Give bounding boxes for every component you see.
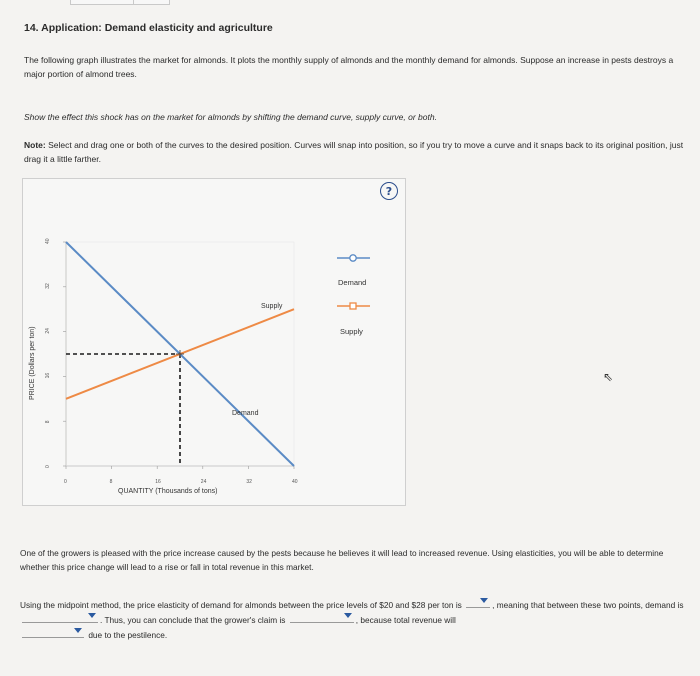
question-part4: , because total revenue will [355, 615, 456, 625]
instruction-text: Show the effect this shock has on the market for almonds by shifting the demand curve, supply curve, or both. [24, 112, 437, 122]
y-tick-label: 16 [45, 372, 51, 379]
demand-type-dropdown[interactable] [22, 612, 98, 623]
y-tick-label: 0 [45, 465, 51, 468]
revenue-change-dropdown[interactable] [22, 627, 84, 638]
y-tick-label: 40 [45, 238, 51, 244]
claim-validity-dropdown[interactable] [290, 612, 354, 623]
dropdown-arrow-icon [74, 628, 82, 633]
y-tick-label: 8 [45, 420, 51, 424]
note-label: Note: [24, 140, 46, 150]
legend-supply-tool[interactable] [337, 303, 370, 309]
revenue-paragraph: One of the growers is pleased with the price increase caused by the pests because he believes it will lead to increased revenue. Using elasticities, you will be able to determine whether this price change will lead to a rise or fall in total revenue in this market. [20, 548, 664, 572]
square-marker-icon [350, 303, 356, 309]
legend-supply-label: Supply [340, 327, 363, 336]
dropdown-arrow-icon [344, 613, 352, 618]
supply-curve-label: Supply [261, 303, 283, 310]
x-tick-label: 16 [155, 479, 161, 485]
question-part2: , meaning that between these two points, demand is [492, 600, 684, 610]
y-tick-label: 24 [45, 328, 51, 334]
x-tick-label: 32 [246, 479, 252, 485]
elasticity-value-dropdown[interactable] [466, 597, 490, 608]
mouse-cursor-icon: ⇖ [603, 370, 614, 384]
legend-demand-label: Demand [338, 278, 367, 287]
dropdown-arrow-icon [480, 598, 488, 603]
question-part1: Using the midpoint method, the price elasticity of demand for almonds between the price levels of $20 and $28 per ton is [20, 600, 462, 610]
legend-demand-tool[interactable] [337, 255, 370, 261]
x-tick-label: 8 [109, 479, 113, 485]
elasticity-question [20, 597, 690, 642]
question-part5: due to the pestilence. [88, 630, 168, 640]
x-axis-label: QUANTITY (Thousands of tons) [118, 488, 218, 495]
x-tick-label: 24 [200, 479, 207, 485]
x-tick-label: 0 [64, 479, 67, 485]
question-part3: . Thus, you can conclude that the grower's claim is [100, 615, 286, 625]
y-tick-label: 32 [45, 283, 51, 289]
y-axis-label: PRICE (Dollars per ton) [29, 326, 36, 400]
help-icon[interactable]: ? [380, 182, 398, 200]
question-title: 14. Application: Demand elasticity and agriculture [24, 22, 273, 34]
demand-curve-label: Demand [232, 410, 259, 417]
x-tick-label: 40 [292, 479, 298, 485]
note-body: Select and drag one or both of the curves to the desired position. Curves will snap into position, so if you try to move a curve and it snaps back to its original position, just drag it a little farther. [24, 140, 684, 164]
dropdown-arrow-icon [88, 613, 96, 618]
intro-text: The following graph illustrates the market for almonds. It plots the monthly supply of almonds and the monthly demand for almonds. Suppose an increase in pests destroys a major portion of almond trees. [24, 55, 674, 79]
circle-marker-icon [350, 255, 356, 261]
